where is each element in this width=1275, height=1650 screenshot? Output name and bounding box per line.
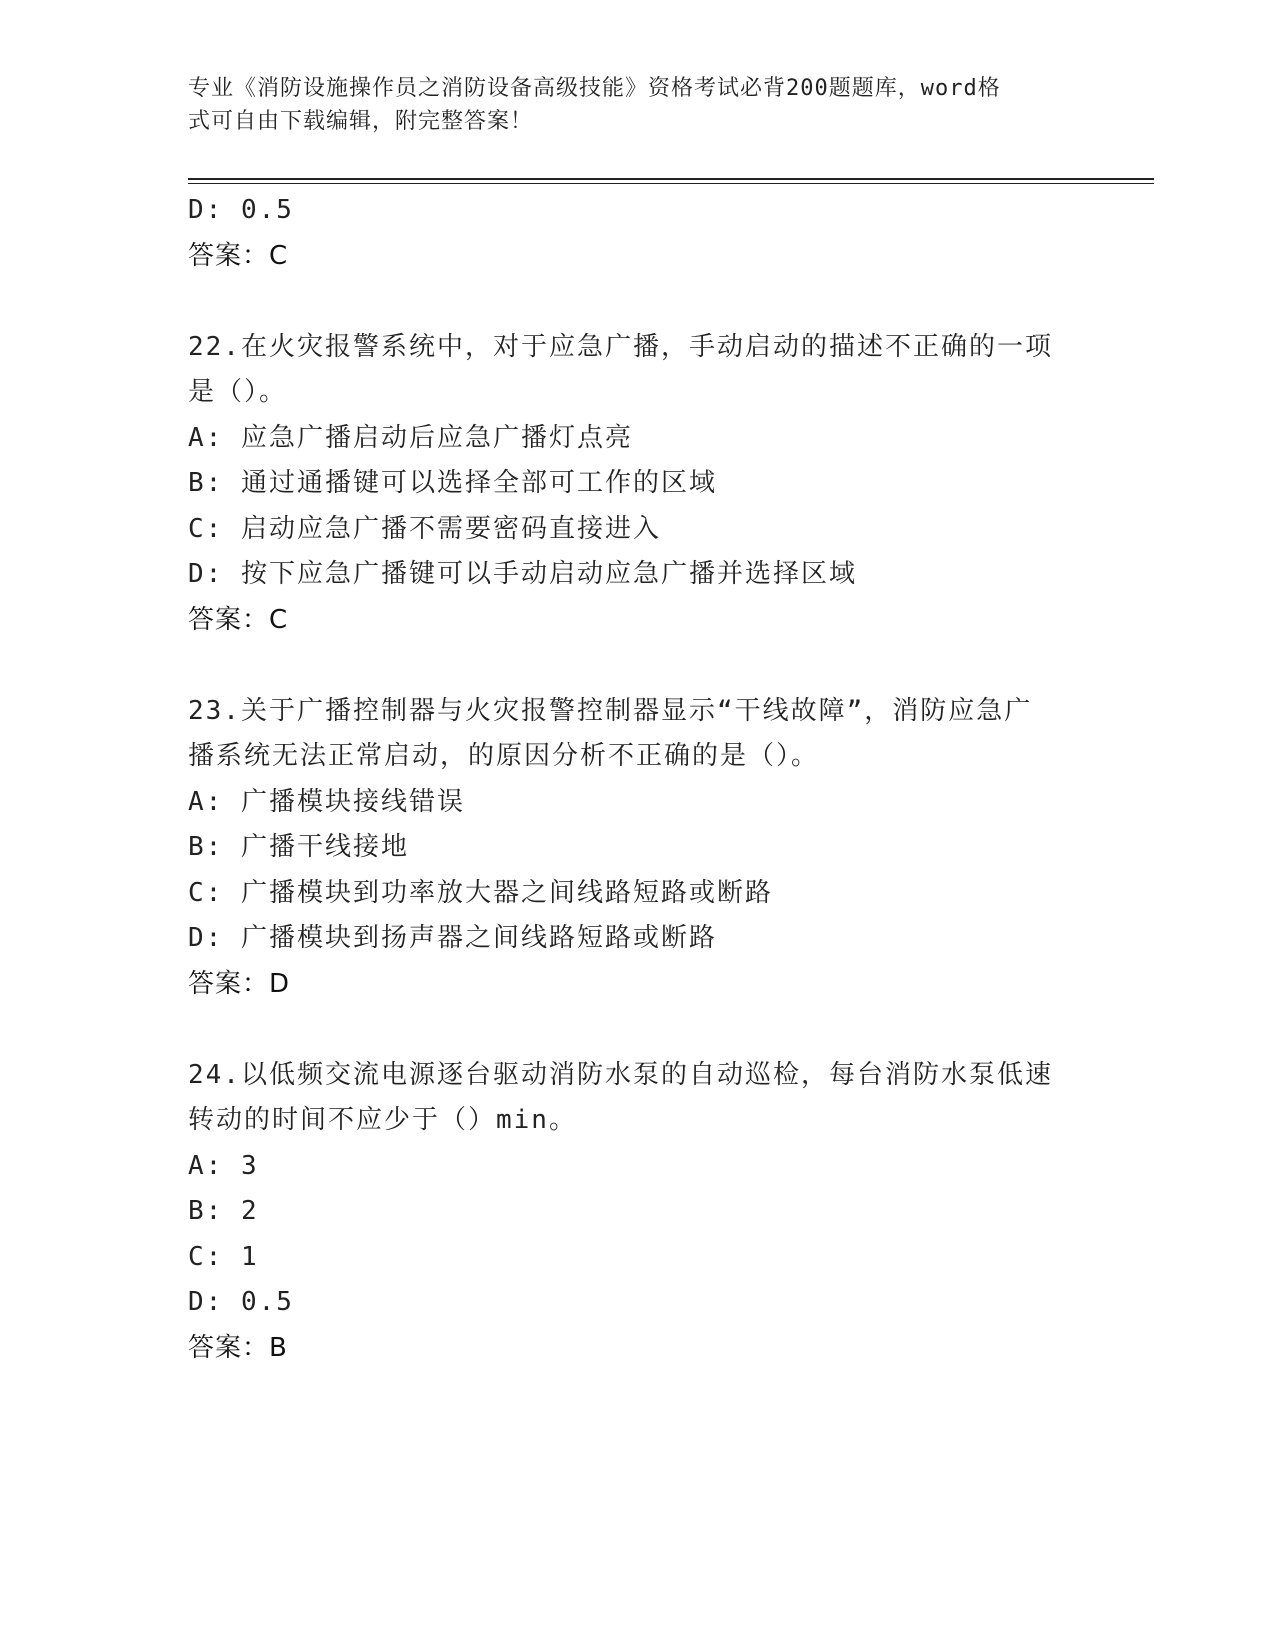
question-stem-line-1: 24.以低频交流电源逐台驱动消防水泵的自动巡检，每台消防水泵低速 (188, 1059, 1053, 1090)
question-23 (188, 689, 1088, 1008)
header-line-2: 式可自由下载编辑，附完整答案！ (188, 109, 534, 134)
option-d: D: 0.5 (188, 1287, 294, 1317)
answer-line: 答案：B (188, 1332, 288, 1363)
answer-line: 答案：C (188, 604, 289, 635)
question-stem-line-2: 是（）。 (188, 377, 288, 407)
option-b: B: 2 (188, 1196, 259, 1226)
answer-line: 答案：D (188, 968, 291, 999)
question-22 (188, 325, 1088, 644)
previous-question-tail (188, 188, 1088, 279)
option-c: C: 广播模块到功率放大器之间线路短路或断路 (188, 877, 773, 908)
spacer (188, 643, 1088, 689)
header-line-1: 专业《消防设施操作员之消防设备高级技能》资格考试必背200题题库，word格 (188, 76, 1001, 101)
option-b: B: 通过通播键可以选择全部可工作的区域 (188, 468, 717, 498)
header-divider-thick (188, 178, 1154, 180)
spacer (188, 279, 1088, 325)
option-d: D: 广播模块到扬声器之间线路短路或断路 (188, 923, 717, 953)
question-stem-line-2: 转动的时间不应少于（）min。 (188, 1105, 577, 1135)
question-stem-line-2: 播系统无法正常启动，的原因分析不正确的是（）。 (188, 741, 820, 771)
page-header (188, 72, 1068, 138)
option-d: D: 按下应急广播键可以手动启动应急广播并选择区域 (188, 559, 857, 589)
question-stem-line-1: 22.在火灾报警系统中，对于应急广播，手动启动的描述不正确的一项 (188, 331, 1053, 362)
option-b: B: 广播干线接地 (188, 832, 409, 862)
option-d: D: 0.5 (188, 195, 294, 225)
header-divider-thin (188, 183, 1154, 184)
question-stem-line-1: 23.关于广播控制器与火灾报警控制器显示“干线故障”，消防应急广 (188, 695, 1033, 726)
option-a: A: 广播模块接线错误 (188, 786, 465, 817)
question-24 (188, 1053, 1088, 1372)
question-list (188, 188, 1088, 1371)
option-c: C: 1 (188, 1241, 259, 1272)
option-a: A: 应急广播启动后应急广播灯点亮 (188, 422, 633, 453)
spacer (188, 1007, 1088, 1053)
answer-line: 答案：C (188, 240, 289, 271)
option-c: C: 启动应急广播不需要密码直接进入 (188, 513, 661, 544)
option-a: A: 3 (188, 1150, 259, 1181)
